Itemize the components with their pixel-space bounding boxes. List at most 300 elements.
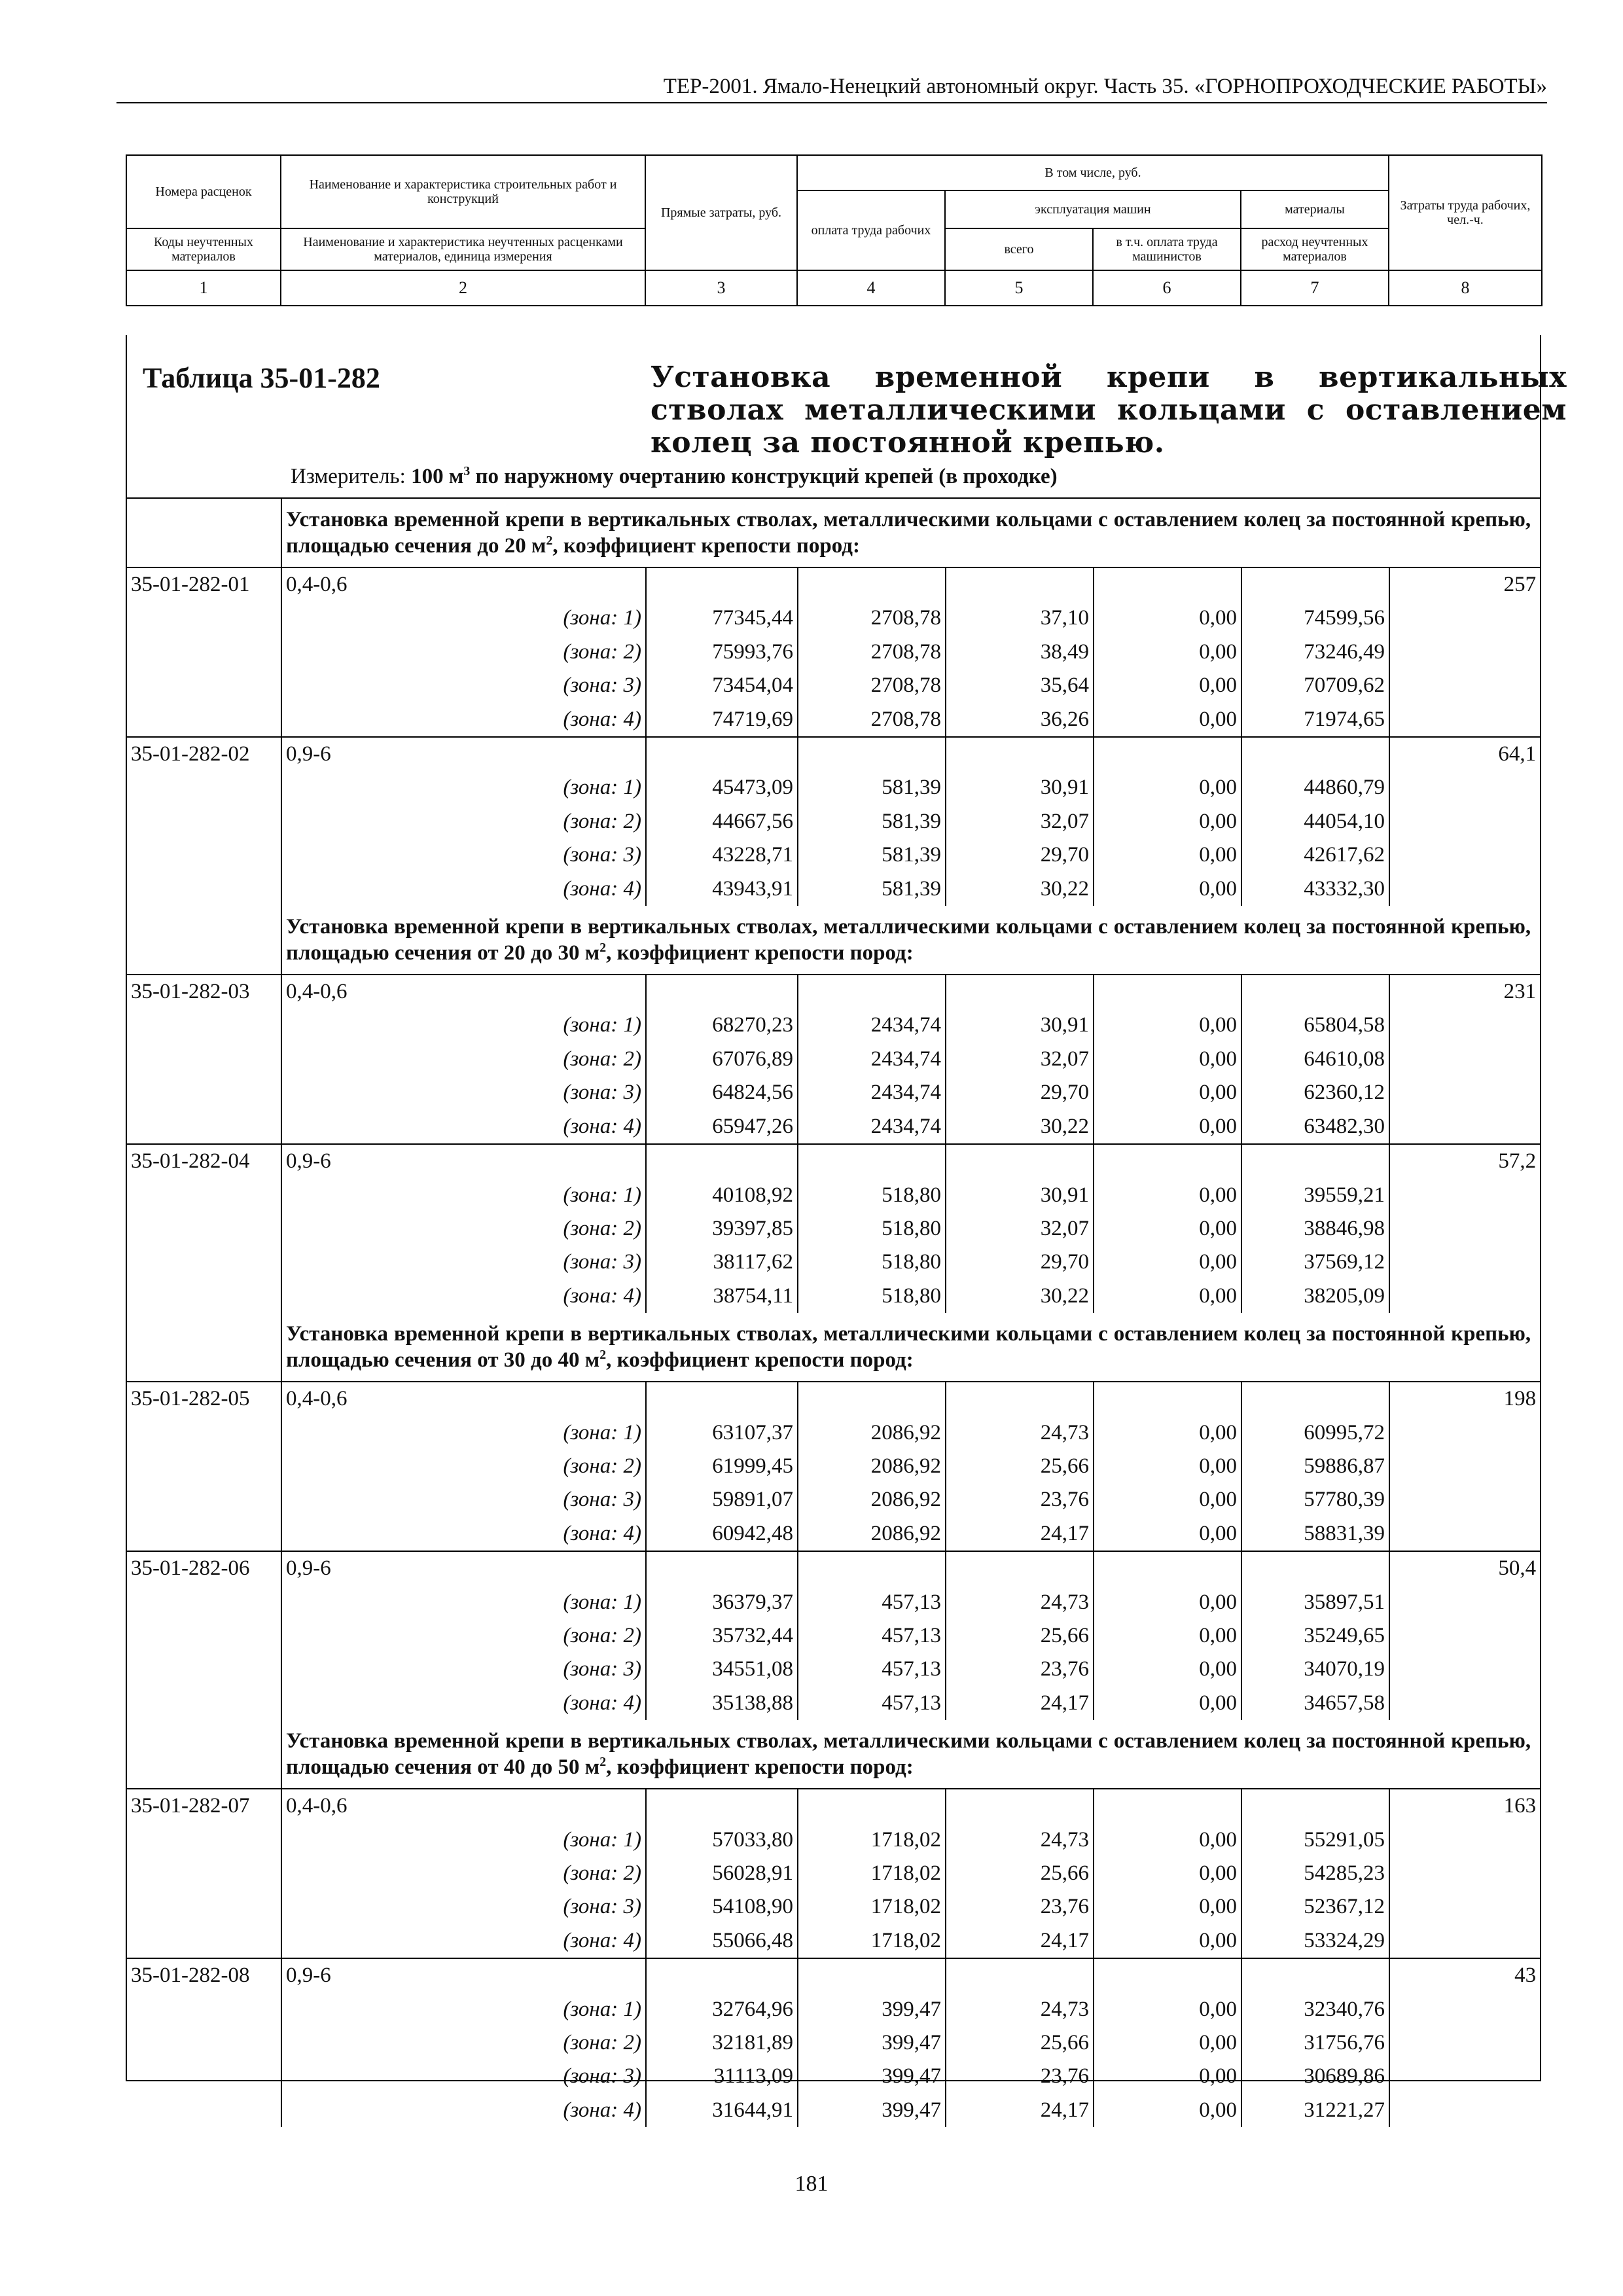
- zone-row: [127, 1890, 1540, 1924]
- col6-header: в т.ч. оплата труда машинистов: [1093, 228, 1241, 270]
- labor-cost: 50,4: [1389, 1551, 1540, 1585]
- worker-pay: 2434,74: [798, 1076, 946, 1109]
- zone-row: [127, 1619, 1540, 1653]
- machinist-pay: 0,00: [1094, 1517, 1241, 1551]
- labor-cost: 231: [1503, 980, 1537, 1004]
- table-title: Установка временной крепи в вертикальных стволах металлическими кольцами с оставлением колец за постоянной крепью.: [651, 361, 1567, 459]
- empty-cell: [798, 1382, 946, 1416]
- group-text-end: , коэффициент крепости пород:: [552, 534, 860, 558]
- zone-row: [127, 1043, 1540, 1076]
- empty-cell: [946, 975, 1094, 1009]
- machines-total: 24,17: [946, 1924, 1094, 1958]
- empty-cell: [646, 1789, 798, 1823]
- empty-cell: [127, 669, 281, 702]
- machinist-pay: 0,00: [1094, 1687, 1241, 1720]
- rate-name: 0,4-0,6: [281, 975, 646, 1009]
- zone-row: [127, 2060, 1540, 2093]
- zone-row: [127, 1653, 1540, 1686]
- group-text-sup: 2: [546, 533, 553, 548]
- col-num: 6: [1093, 270, 1241, 306]
- col-num: 1: [126, 270, 281, 306]
- empty-cell: [1389, 1517, 1540, 1551]
- empty-cell: [127, 771, 281, 804]
- empty-cell: [127, 1179, 281, 1212]
- group-text: Установка временной крепи в вертикальных стволах, металлическими кольцами с оставлением колец за постоянной крепью, площадью сечения от 30 до 40 м: [286, 1322, 1531, 1372]
- zone-row: [127, 1212, 1540, 1246]
- empty-cell: [1389, 838, 1540, 872]
- empty-cell: [798, 567, 946, 601]
- empty-cell: [1241, 1551, 1389, 1585]
- direct-cost: 43943,91: [646, 872, 798, 906]
- empty-cell: [1241, 975, 1389, 1009]
- materials-cost: 35897,51: [1241, 1586, 1389, 1619]
- worker-pay: 2708,78: [798, 601, 946, 635]
- machines-total: 24,73: [946, 1586, 1094, 1619]
- zone-row: [127, 1416, 1540, 1450]
- direct-cost: 44667,56: [646, 805, 798, 838]
- worker-pay: 457,13: [798, 1619, 946, 1653]
- machines-total: 24,17: [946, 2094, 1094, 2127]
- empty-cell: [127, 1586, 281, 1619]
- worker-pay: 2434,74: [798, 1043, 946, 1076]
- group-description: [281, 1720, 1540, 1789]
- group-spacer: [127, 499, 281, 567]
- col7-header: расход неучтенных материалов: [1241, 228, 1389, 270]
- column-header-table: [126, 154, 1543, 306]
- empty-cell: [1241, 1789, 1389, 1823]
- machines-total: 30,91: [946, 1179, 1094, 1212]
- rate-code: 35-01-282-04: [127, 1144, 281, 1178]
- col4-header: оплата труда рабочих: [797, 190, 945, 270]
- zone-label: (зона: 2): [281, 1450, 646, 1483]
- worker-pay: 2708,78: [798, 669, 946, 702]
- col3-header: Прямые затраты, руб.: [645, 155, 797, 270]
- worker-pay: 2086,92: [798, 1517, 946, 1551]
- worker-pay: 2708,78: [798, 703, 946, 737]
- empty-cell: [127, 1890, 281, 1924]
- rate-name: 0,9-6: [281, 737, 646, 771]
- rate-name: 0,9-6: [281, 1144, 646, 1178]
- empty-cell: [1389, 1483, 1540, 1516]
- col-num: 2: [281, 270, 645, 306]
- materials-cost: 55291,05: [1241, 1823, 1389, 1857]
- group-description: [281, 499, 1540, 567]
- empty-cell: [1241, 1144, 1389, 1178]
- machinist-pay: 0,00: [1094, 2026, 1241, 2060]
- worker-pay: 2708,78: [798, 636, 946, 669]
- direct-cost: 38754,11: [646, 1280, 798, 1313]
- empty-cell: [127, 1009, 281, 1042]
- empty-cell: [946, 1551, 1094, 1585]
- zone-label: (зона: 3): [281, 1890, 646, 1924]
- empty-cell: [946, 1958, 1094, 1992]
- direct-cost: 77345,44: [646, 601, 798, 635]
- group-text-sup: 2: [599, 941, 607, 956]
- empty-cell: [1241, 737, 1389, 771]
- empty-cell: [127, 601, 281, 635]
- empty-cell: [1389, 1009, 1540, 1042]
- group-description: [281, 906, 1540, 975]
- machinist-pay: 0,00: [1094, 636, 1241, 669]
- materials-cost: 34657,58: [1241, 1687, 1389, 1720]
- worker-pay: 1718,02: [798, 1890, 946, 1924]
- rate-code: 35-01-282-08: [127, 1958, 281, 1992]
- worker-pay: 1718,02: [798, 1823, 946, 1857]
- empty-cell: [1389, 1076, 1540, 1109]
- direct-cost: 54108,90: [646, 1890, 798, 1924]
- zone-label: (зона: 3): [281, 838, 646, 872]
- group-text: Установка временной крепи в вертикальных стволах, металлическими кольцами с оставлением колец за постоянной крепью, площадью сечения от 40 до 50 м: [286, 1729, 1531, 1780]
- group-text-sup: 2: [599, 1755, 607, 1770]
- materials-cost: 32340,76: [1241, 1993, 1389, 2026]
- rate-row: [127, 737, 1540, 771]
- machines-total: 37,10: [946, 601, 1094, 635]
- materials-cost: 30689,86: [1241, 2060, 1389, 2093]
- empty-cell: [127, 1416, 281, 1450]
- machinist-pay: 0,00: [1094, 1993, 1241, 2026]
- zone-label: (зона: 4): [281, 1110, 646, 1144]
- zone-label: (зона: 2): [281, 1043, 646, 1076]
- empty-cell: [1389, 1687, 1540, 1720]
- worker-pay: 581,39: [798, 771, 946, 804]
- worker-pay: 2086,92: [798, 1450, 946, 1483]
- machines-total: 25,66: [946, 1619, 1094, 1653]
- zone-label: (зона: 1): [281, 1586, 646, 1619]
- machinist-pay: 0,00: [1094, 1416, 1241, 1450]
- empty-cell: [127, 1857, 281, 1890]
- materials-cost: 34070,19: [1241, 1653, 1389, 1686]
- machines-total: 32,07: [946, 1212, 1094, 1246]
- materials-cost: 52367,12: [1241, 1890, 1389, 1924]
- worker-pay: 399,47: [798, 1993, 946, 2026]
- materials-cost: 74599,56: [1241, 601, 1389, 635]
- materials-cost: 60995,72: [1241, 1416, 1389, 1450]
- empty-cell: [946, 737, 1094, 771]
- machines-total: 24,17: [946, 1517, 1094, 1551]
- direct-cost: 36379,37: [646, 1586, 798, 1619]
- group-text-end: , коэффициент крепости пород:: [606, 1755, 914, 1780]
- worker-pay: 457,13: [798, 1586, 946, 1619]
- zone-row: [127, 771, 1540, 804]
- empty-cell: [127, 1924, 281, 1958]
- zone-label: (зона: 2): [281, 636, 646, 669]
- empty-cell: [798, 1144, 946, 1178]
- machines-total: 25,66: [946, 2026, 1094, 2060]
- direct-cost: 63107,37: [646, 1416, 798, 1450]
- worker-pay: 2434,74: [798, 1009, 946, 1042]
- worker-pay: 518,80: [798, 1179, 946, 1212]
- rate-row: [127, 1551, 1540, 1585]
- machinist-pay: 0,00: [1094, 1823, 1241, 1857]
- zone-row: [127, 805, 1540, 838]
- zone-row: [127, 1857, 1540, 1890]
- empty-cell: [127, 1076, 281, 1109]
- machines-total: 30,22: [946, 1280, 1094, 1313]
- empty-cell: [1389, 1110, 1540, 1144]
- zone-label: (зона: 2): [281, 1619, 646, 1653]
- machines-total: 35,64: [946, 669, 1094, 702]
- empty-cell: [127, 1043, 281, 1076]
- zone-label: (зона: 1): [281, 1416, 646, 1450]
- rate-row: [127, 1382, 1540, 1416]
- group-header-row: [127, 1313, 1540, 1382]
- empty-cell: [127, 1619, 281, 1653]
- zone-row: [127, 1483, 1540, 1516]
- empty-cell: [127, 1823, 281, 1857]
- direct-cost: 56028,91: [646, 1857, 798, 1890]
- rate-code: 35-01-282-06: [127, 1551, 281, 1585]
- zone-row: [127, 1280, 1540, 1313]
- rate-name: 0,9-6: [281, 1551, 646, 1585]
- direct-cost: 35138,88: [646, 1687, 798, 1720]
- empty-cell: [1389, 771, 1540, 804]
- table-number: Таблица 35-01-282: [143, 362, 380, 394]
- empty-cell: [1389, 1823, 1540, 1857]
- machines-total: 24,73: [946, 1416, 1094, 1450]
- machines-total: 30,91: [946, 1009, 1094, 1042]
- direct-cost: 32764,96: [646, 1993, 798, 2026]
- machines-total: 24,17: [946, 1687, 1094, 1720]
- empty-cell: [1389, 1416, 1540, 1450]
- labor-cost: 57,2: [1389, 1144, 1540, 1178]
- machines-total: 30,22: [946, 1110, 1094, 1144]
- empty-cell: [798, 975, 946, 1009]
- machines-header: эксплуатация машин: [945, 190, 1241, 228]
- empty-cell: [127, 1280, 281, 1313]
- machinist-pay: 0,00: [1094, 2060, 1241, 2093]
- materials-cost: 53324,29: [1241, 1924, 1389, 1958]
- materials-cost: 43332,30: [1241, 872, 1389, 906]
- empty-cell: [1389, 1890, 1540, 1924]
- empty-cell: [1389, 1280, 1540, 1313]
- materials-cost: 31221,27: [1241, 2094, 1389, 2127]
- machinist-pay: 0,00: [1094, 1857, 1241, 1890]
- rate-name: 0,4-0,6: [281, 1382, 646, 1416]
- measure-unit-sup: 3: [463, 464, 471, 478]
- direct-cost: 55066,48: [646, 1924, 798, 1958]
- page-header: ТЕР-2001. Ямало-Ненецкий автономный округ. Часть 35. «ГОРНОПРОХОДЧЕСКИЕ РАБОТЫ»: [116, 73, 1547, 103]
- machines-total: 29,70: [946, 1246, 1094, 1279]
- machinist-pay: 0,00: [1094, 669, 1241, 702]
- machinist-pay: 0,00: [1094, 703, 1241, 737]
- zone-label: (зона: 1): [281, 1179, 646, 1212]
- empty-cell: [1389, 1179, 1540, 1212]
- machines-total: 38,49: [946, 636, 1094, 669]
- empty-cell: [1389, 2026, 1540, 2060]
- col1-top: Номера расценок: [126, 155, 281, 228]
- zone-label: (зона: 1): [281, 1009, 646, 1042]
- materials-cost: 38846,98: [1241, 1212, 1389, 1246]
- rate-code: 35-01-282-05: [127, 1382, 281, 1416]
- empty-cell: [127, 805, 281, 838]
- empty-cell: [127, 1212, 281, 1246]
- machinist-pay: 0,00: [1094, 1280, 1241, 1313]
- worker-pay: 399,47: [798, 2026, 946, 2060]
- empty-cell: [798, 1958, 946, 1992]
- direct-cost: 59891,07: [646, 1483, 798, 1516]
- empty-cell: [1094, 1958, 1241, 1992]
- machines-total: 32,07: [946, 1043, 1094, 1076]
- empty-cell: [127, 1687, 281, 1720]
- empty-cell: [1241, 1382, 1389, 1416]
- table-title-block: [127, 335, 1567, 499]
- rate-code: 35-01-282-02: [127, 737, 281, 771]
- direct-cost: 65947,26: [646, 1110, 798, 1144]
- group-spacer: [127, 906, 281, 975]
- materials-cost: 58831,39: [1241, 1517, 1389, 1551]
- materials-cost: 37569,12: [1241, 1246, 1389, 1279]
- zone-label: (зона: 2): [281, 1212, 646, 1246]
- direct-cost: 64824,56: [646, 1076, 798, 1109]
- labor-cost: 163: [1503, 1794, 1537, 1818]
- empty-cell: [1389, 703, 1540, 737]
- empty-cell: [646, 567, 798, 601]
- worker-pay: 2086,92: [798, 1416, 946, 1450]
- worker-pay: 518,80: [798, 1212, 946, 1246]
- empty-cell: [127, 872, 281, 906]
- rate-code: 35-01-282-07: [127, 1789, 281, 1823]
- machines-total: 25,66: [946, 1450, 1094, 1483]
- empty-cell: [646, 737, 798, 771]
- group-spacer: [127, 1720, 281, 1789]
- empty-cell: [127, 703, 281, 737]
- page-number: 181: [794, 2172, 829, 2196]
- worker-pay: 1718,02: [798, 1857, 946, 1890]
- machinist-pay: 0,00: [1094, 1619, 1241, 1653]
- zone-row: [127, 838, 1540, 872]
- empty-cell: [1389, 805, 1540, 838]
- empty-cell: [1389, 669, 1540, 702]
- zone-label: (зона: 4): [281, 1924, 646, 1958]
- labor-cost: 43: [1389, 1958, 1540, 1992]
- empty-cell: [1389, 1450, 1540, 1483]
- empty-cell: [127, 1517, 281, 1551]
- direct-cost: 38117,62: [646, 1246, 798, 1279]
- empty-cell: [127, 1246, 281, 1279]
- direct-cost: 39397,85: [646, 1212, 798, 1246]
- materials-cost: 44860,79: [1241, 771, 1389, 804]
- machinist-pay: 0,00: [1094, 1110, 1241, 1144]
- worker-pay: 457,13: [798, 1653, 946, 1686]
- direct-cost: 32181,89: [646, 2026, 798, 2060]
- rate-name: 0,4-0,6: [281, 1789, 646, 1823]
- col-num: 5: [945, 270, 1093, 306]
- machinist-pay: 0,00: [1094, 771, 1241, 804]
- zone-label: (зона: 4): [281, 2094, 646, 2127]
- empty-cell: [1389, 601, 1540, 635]
- rate-row: [127, 567, 1540, 601]
- empty-cell: [646, 1382, 798, 1416]
- machinist-pay: 0,00: [1094, 1890, 1241, 1924]
- empty-cell: [127, 1993, 281, 2026]
- machinist-pay: 0,00: [1094, 1076, 1241, 1109]
- direct-cost: 73454,04: [646, 669, 798, 702]
- materials-cost: 64610,08: [1241, 1043, 1389, 1076]
- rate-name: 0,9-6: [281, 1958, 646, 1992]
- direct-cost: 31644,91: [646, 2094, 798, 2127]
- empty-cell: [646, 975, 798, 1009]
- group-header-row: [127, 1720, 1540, 1789]
- machinist-pay: 0,00: [1094, 805, 1241, 838]
- zone-label: (зона: 1): [281, 601, 646, 635]
- rate-row: [127, 1789, 1540, 1823]
- measure-unit-label: Измеритель:: [291, 465, 406, 488]
- zone-label: (зона: 1): [281, 1823, 646, 1857]
- direct-cost: 34551,08: [646, 1653, 798, 1686]
- empty-cell: [1389, 1212, 1540, 1246]
- col-num: 3: [645, 270, 797, 306]
- zone-label: (зона: 3): [281, 1246, 646, 1279]
- direct-cost: 57033,80: [646, 1823, 798, 1857]
- machines-total: 23,76: [946, 1890, 1094, 1924]
- empty-cell: [127, 2060, 281, 2093]
- zone-row: [127, 1110, 1540, 1144]
- zone-row: [127, 636, 1540, 669]
- machinist-pay: 0,00: [1094, 1212, 1241, 1246]
- zone-label: (зона: 4): [281, 1687, 646, 1720]
- empty-cell: [127, 1653, 281, 1686]
- zone-row: [127, 669, 1540, 702]
- worker-pay: 399,47: [798, 2094, 946, 2127]
- direct-cost: 61999,45: [646, 1450, 798, 1483]
- materials-cost: 39559,21: [1241, 1179, 1389, 1212]
- materials-cost: 54285,23: [1241, 1857, 1389, 1890]
- col8-header: Затраты труда рабочих, чел.-ч.: [1389, 155, 1542, 270]
- empty-cell: [127, 1450, 281, 1483]
- empty-cell: [1094, 975, 1241, 1009]
- empty-cell: [1389, 636, 1540, 669]
- empty-cell: [1389, 872, 1540, 906]
- labor-cost: 198: [1503, 1387, 1537, 1411]
- empty-cell: [1094, 1789, 1241, 1823]
- machinist-pay: 0,00: [1094, 1043, 1241, 1076]
- rate-code: 35-01-282-01: [127, 567, 281, 601]
- zone-label: (зона: 2): [281, 1857, 646, 1890]
- materials-cost: 71974,65: [1241, 703, 1389, 737]
- direct-cost: 74719,69: [646, 703, 798, 737]
- materials-cost: 62360,12: [1241, 1076, 1389, 1109]
- machines-total: 32,07: [946, 805, 1094, 838]
- empty-cell: [1389, 1924, 1540, 1958]
- direct-cost: 43228,71: [646, 838, 798, 872]
- materials-cost: 70709,62: [1241, 669, 1389, 702]
- zone-row: [127, 703, 1540, 737]
- zone-row: [127, 1450, 1540, 1483]
- empty-cell: [127, 1483, 281, 1516]
- materials-cost: 73246,49: [1241, 636, 1389, 669]
- empty-cell: [646, 1958, 798, 1992]
- empty-cell: [1389, 2094, 1540, 2127]
- machines-total: 23,76: [946, 1483, 1094, 1516]
- machinist-pay: 0,00: [1094, 1246, 1241, 1279]
- zone-row: [127, 1009, 1540, 1042]
- worker-pay: 2086,92: [798, 1483, 946, 1516]
- empty-cell: [646, 1144, 798, 1178]
- empty-cell: [1094, 1551, 1241, 1585]
- zone-label: (зона: 4): [281, 703, 646, 737]
- direct-cost: 31113,09: [646, 2060, 798, 2093]
- worker-pay: 581,39: [798, 805, 946, 838]
- machines-total: 29,70: [946, 838, 1094, 872]
- group-header-row: [127, 499, 1540, 567]
- zone-row: [127, 601, 1540, 635]
- empty-cell: [1389, 1993, 1540, 2026]
- group-text-end: , коэффициент крепости пород:: [606, 1348, 914, 1372]
- labor-cost: 257: [1503, 573, 1537, 596]
- machinist-pay: 0,00: [1094, 1009, 1241, 1042]
- worker-pay: 1718,02: [798, 1924, 946, 1958]
- empty-cell: [1094, 737, 1241, 771]
